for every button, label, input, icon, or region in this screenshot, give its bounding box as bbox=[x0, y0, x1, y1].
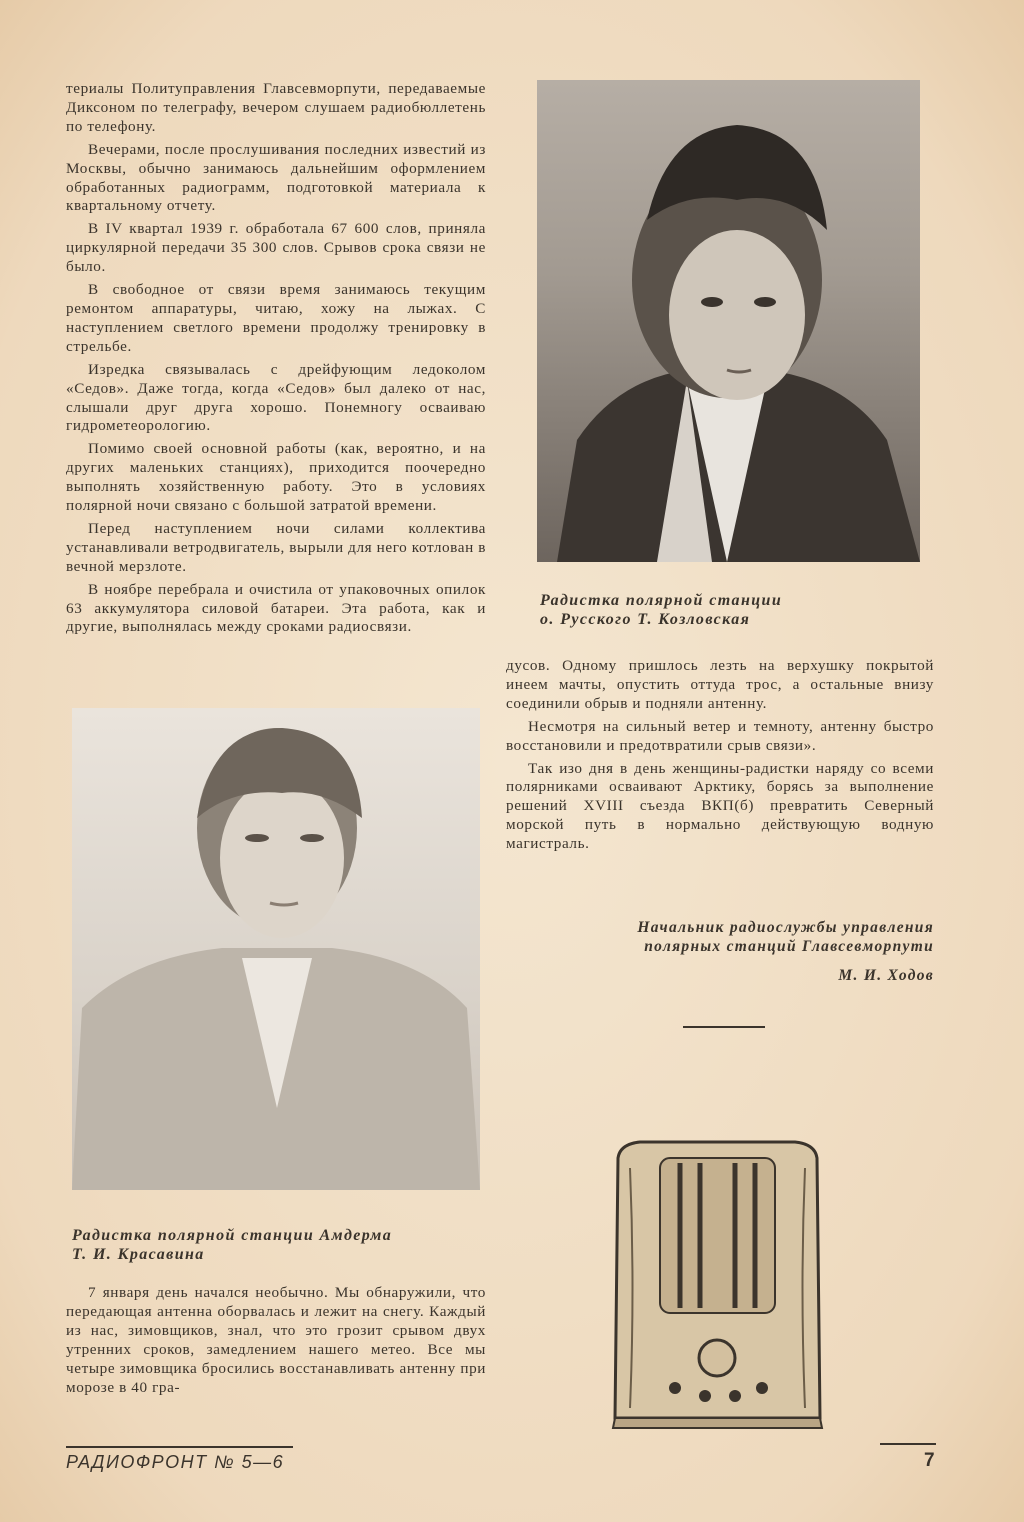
author-title-line: Начальник радиослужбы управления bbox=[637, 919, 934, 936]
portrait-photo-krasavina bbox=[72, 708, 480, 1190]
caption-line: Т. И. Красавина bbox=[72, 1246, 205, 1263]
paragraph: Так изо дня в день женщины-радистки наряду со всеми полярниками осваивают Арктику, борясь за выполнение решений XVIII съезда ВКП(б) превратить Северный морской путь в нормально действующую водную магистраль. bbox=[506, 759, 934, 853]
article-column-right bbox=[506, 657, 934, 858]
paragraph: Изредка связывалась с дрейфующим ледоколом «Седов». Даже тогда, когда «Седов» был далеко от нас, слышали друг друга хорошо. Понемногу осваиваю гидрометеорологию. bbox=[66, 360, 486, 435]
paragraph: Перед наступлением ночи силами коллектива устанавливали ветродвигатель, вырыли для него котлован в вечной мерзлоте. bbox=[66, 519, 486, 575]
photo-caption-left bbox=[72, 1226, 392, 1264]
portrait-image bbox=[537, 80, 920, 562]
magazine-title: РАДИОФРОНТ № 5—6 bbox=[66, 1452, 285, 1472]
section-divider bbox=[683, 1026, 765, 1028]
paragraph: Помимо своей основной работы (как, вероятно, и на других маленьких станциях), приходится поочередно выполнять хозяйственную работу. Это в условиях полярной ночи связано с большой затратой времени. bbox=[66, 440, 486, 515]
paragraph: Вечерами, после прослушивания последних известий из Москвы, обычно занимаюсь дальнейшим оформлением обработанных радиограмм, подготовкой материала к квартальному отчету. bbox=[66, 140, 486, 215]
caption-line: Радистка полярной станции bbox=[540, 592, 783, 609]
caption-line: о. Русского Т. Козловская bbox=[540, 611, 751, 628]
paragraph: Несмотря на сильный ветер и темноту, антенну быстро восстановили и предотвратили срыв связи». bbox=[506, 717, 934, 754]
article-column-left-bottom bbox=[66, 1284, 486, 1401]
article-column-left-top bbox=[66, 80, 486, 641]
paragraph: В IV квартал 1939 г. обработала 67 600 слов, приняла циркулярной передачи 35 300 слов. Срывов срока связи не было. bbox=[66, 220, 486, 276]
page-number: 7 bbox=[924, 1450, 935, 1471]
author-name: М. И. Ходов bbox=[838, 967, 934, 984]
paragraph: 7 января день начался необычно. Мы обнаружили, что передающая антенна оборвалась и лежит на снегу. Каждый из нас, зимовщиков, знал, что это грозит срывом двух утренних сроков, замедлением нашего метео. Все мы четыре зимовщика бросились восстанавливать антенну при морозе в 40 гра- bbox=[66, 1284, 486, 1396]
portrait-photo-kozlovskaya bbox=[537, 80, 920, 562]
paragraph: В ноябре перебрала и очистила от упаковочных опилок 63 аккумулятора силовой батареи. Эта работа, как и другие, выполнялась между сроками радиосвязи. bbox=[66, 580, 486, 636]
paragraph: дусов. Одному пришлось лезть на верхушку покрытой инеем мачты, опустить оттуда трос, а остальные внизу соединили обрыв и подняли антенну. bbox=[506, 657, 934, 712]
photo-caption-right bbox=[540, 591, 782, 629]
caption-line: Радистка полярной станции Амдерма bbox=[72, 1227, 393, 1244]
paragraph: териалы Политуправления Главсевморпути, передаваемые Диксоном по телеграфу, вечером слушаем радиобюллетень по телефону. bbox=[66, 80, 486, 135]
paragraph: В свободное от связи время занимаюсь текущим ремонтом аппаратуры, читаю, хожу на лыжах. С наступлением светлого времени продолжу тренировку в стрельбе. bbox=[66, 281, 486, 355]
author-title bbox=[637, 918, 934, 956]
author-title-line: полярных станций Главсевморпути bbox=[644, 938, 934, 955]
footer-rule-right bbox=[880, 1443, 936, 1445]
portrait-image bbox=[72, 708, 480, 1190]
radio-receiver-illustration bbox=[610, 1138, 825, 1430]
footer-rule-left bbox=[66, 1446, 293, 1448]
